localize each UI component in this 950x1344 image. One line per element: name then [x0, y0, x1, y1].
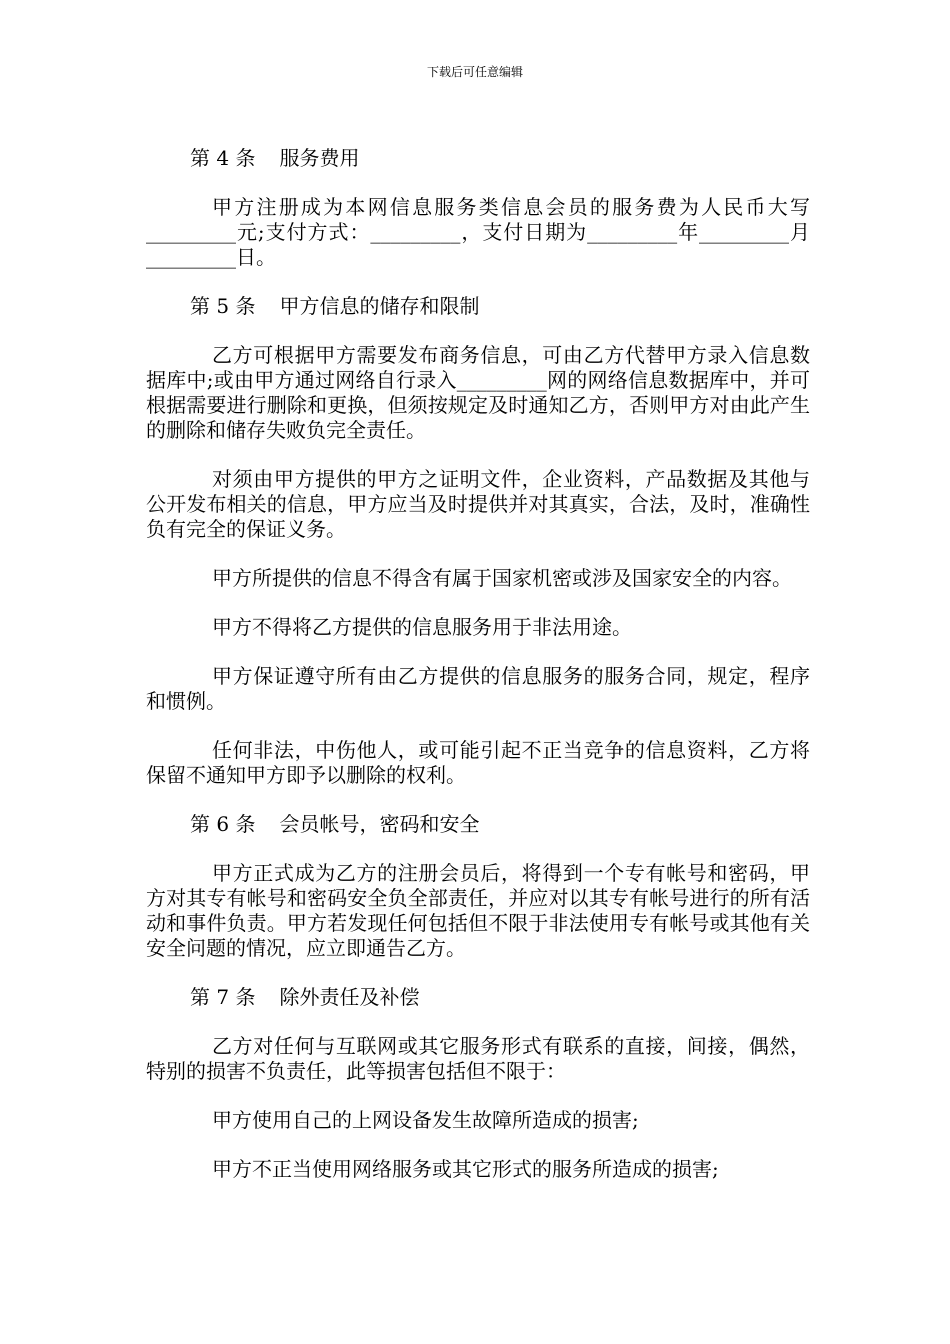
article-title: 会员帐号，密码和安全	[279, 812, 480, 836]
paragraph: 甲方不得将乙方提供的信息服务用于非法用途。	[212, 615, 632, 639]
article-number: 第 4 条	[190, 146, 256, 170]
document-body	[146, 146, 810, 1206]
paragraph: 甲方保证遵守所有由乙方提供的信息服务的服务合同，规定，程序和惯例。	[146, 664, 810, 713]
article-6-heading	[146, 812, 810, 837]
article-title: 服务费用	[279, 146, 360, 170]
paragraph: 甲方使用自己的上网设备发生故障所造成的损害;	[212, 1108, 639, 1132]
paragraph: 甲方所提供的信息不得含有属于国家机密或涉及国家安全的内容。	[212, 566, 792, 590]
article-7-heading	[146, 985, 810, 1010]
article-title: 除外责任及补偿	[279, 985, 420, 1009]
article-title: 甲方信息的储存和限制	[279, 294, 480, 318]
article-number: 第 5 条	[190, 294, 256, 318]
paragraph: 甲方不正当使用网络服务或其它形式的服务所造成的损害;	[212, 1157, 719, 1181]
article-4-heading	[146, 146, 810, 171]
paragraph: 任何非法，中伤他人，或可能引起不正当竞争的信息资料，乙方将保留不通知甲方即予以删除的权利。	[146, 738, 810, 787]
page-header: 下载后可任意编辑	[426, 65, 523, 79]
article-number: 第 6 条	[190, 812, 256, 836]
article-number: 第 7 条	[190, 985, 256, 1009]
paragraph: 甲方注册成为本网信息服务类信息会员的服务费为人民币大写_________元;支付方式：_________，支付日期为_________年_________月_________日。	[146, 195, 810, 269]
paragraph: 对须由甲方提供的甲方之证明文件，企业资料，产品数据及其他与公开发布相关的信息，甲方应当及时提供并对其真实，合法，及时，准确性负有完全的保证义务。	[146, 467, 810, 541]
paragraph: 乙方对任何与互联网或其它服务形式有联系的直接，间接，偶然，特别的损害不负责任，此等损害包括但不限于：	[146, 1034, 810, 1083]
paragraph: 甲方正式成为乙方的注册会员后，将得到一个专有帐号和密码，甲方对其专有帐号和密码安全负全部责任，并应对以其专有帐号进行的所有活动和事件负责。甲方若发现任何包括但不限于非法使用专有帐号或其他有关安全问题的情况，应立即通告乙方。	[146, 861, 810, 960]
paragraph: 乙方可根据甲方需要发布商务信息，可由乙方代替甲方录入信息数据库中;或由甲方通过网络自行录入_________网的网络信息数据库中，并可根据需要进行删除和更换，但须按规定及时通知乙方，否则甲方对由此产生的删除和储存失败负完全责任。	[146, 343, 810, 442]
article-5-heading	[146, 294, 810, 319]
